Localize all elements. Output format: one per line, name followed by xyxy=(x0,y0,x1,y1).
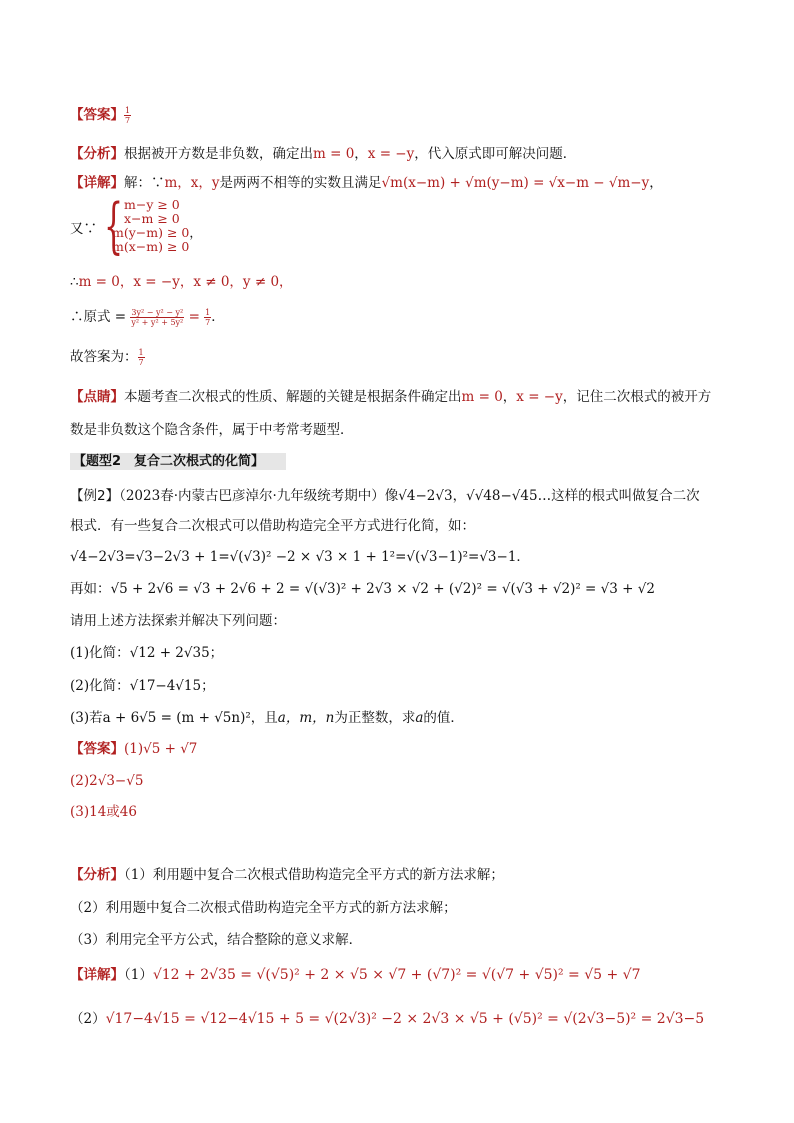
detail-2-line-2: （2）√17−4√15 = √12−4√15 + 5 = √(2√3)² −2 × 2√3 × √5 + (√5)² = √(2√3−5)² = 2√3−5 xyxy=(70,1011,705,1027)
analysis-2-line-3: （3）利用完全平方公式，结合整除的意义求解． xyxy=(70,932,363,948)
example-demo-1: √4−2√3=√3−2√3 + 1=√(√3)² −2 × √3 × 1 + 1²=√(√3−1)²=√3−1． xyxy=(70,549,530,565)
system-row: m−y ≥ 0 xyxy=(124,197,180,212)
detail-line-1: 【详解】解：∵m，x，y是两两不相等的实数且满足√m(x−m) + √m(y−m) = √x−m − √m−y， xyxy=(70,175,663,191)
comment-line-1: 【点睛】本题考查二次根式的性质、解题的关键是根据条件确定出m = 0，x = −y，记住二次根式的被开方 xyxy=(70,389,712,405)
system-row: m(y−m) ≥ 0， xyxy=(112,225,202,240)
answer-label: 【答案】 xyxy=(70,107,124,123)
analysis-2-line-2: （2）利用题中复合二次根式借助构造完全平方式的新方法求解； xyxy=(70,900,457,916)
original-fraction: $\frac{\text{3y² − y² − y²}}{\text{y² + y² + 5y²}}$ xyxy=(131,308,184,327)
example-label: 【例2】 xyxy=(70,488,120,504)
answer-2-label: 【答案】 xyxy=(70,741,124,757)
answer-2-line-3: (3)14或46 xyxy=(70,804,137,820)
example-prompt: 请用上述方法探索并解决下列问题： xyxy=(70,613,286,629)
answer-fraction: $\frac{1}{7}$ xyxy=(125,106,131,125)
example-line-1: 【例2】（2023春·内蒙古巴彦淖尔·九年级统考期中）像√4−2√3，√√48−√45…这样的根式叫做复合二次 xyxy=(70,488,700,504)
system-brace: { xyxy=(104,191,124,261)
result-fraction: $\frac{1}{7}$ xyxy=(205,308,211,327)
analysis-2-label: 【分析】 xyxy=(70,867,124,883)
system-row: x−m ≥ 0 xyxy=(124,211,180,226)
question-3: (3)若a + 6√5 = (m + √5n)²，且a，m，n为正整数，求a的值． xyxy=(70,710,464,726)
system-lead: 又∵ xyxy=(70,221,97,237)
analysis-label: 【分析】 xyxy=(70,146,124,162)
question-2: (2)化简：√17−4√15； xyxy=(70,678,215,694)
example-demo-2: 再如：√5 + 2√6 = √3 + 2√6 + 2 = √(√3)² + 2√3 × √2 + (√2)² = √(√3 + √2)² = √3 + √2 xyxy=(70,581,655,597)
answer-2-line-2: (2)2√3−√5 xyxy=(70,773,144,789)
answer-2-line-1: 【答案】(1)√5 + √7 xyxy=(70,741,198,757)
question-1: (1)化简：√12 + 2√35； xyxy=(70,645,224,661)
therefore-line: ∴m = 0，x = −y，x ≠ 0，y ≠ 0， xyxy=(70,274,293,290)
example-line-2: 根式．有一些复合二次根式可以借助构造完全平方式进行化简，如： xyxy=(70,518,475,534)
section-heading: 【题型2 复合二次根式的化简】 xyxy=(73,454,265,469)
final-answer-line: 故答案为： $\frac{1}{7}$ xyxy=(70,348,144,367)
analysis-line-1: 【分析】根据被开方数是非负数，确定出m = 0，x = −y，代入原式即可解决问题． xyxy=(70,146,577,162)
system-rows xyxy=(112,198,202,254)
final-fraction: $\frac{1}{7}$ xyxy=(138,348,144,367)
detail-label: 【详解】 xyxy=(70,175,124,191)
system-row: m(x−m) ≥ 0 xyxy=(112,239,190,254)
original-formula-line: ∴原式 = $\frac{\text{3y² − y² − y²}}{\text{y² + y² + 5y²}}$ = $\frac{1}{7}$ ． xyxy=(70,308,225,327)
comment-label: 【点睛】 xyxy=(70,389,124,405)
comment-line-2: 数是非负数这个隐含条件，属于中考常考题型． xyxy=(70,422,354,438)
detail-2-label: 【详解】 xyxy=(70,967,124,983)
analysis-2-line-1: 【分析】（1）利用题中复合二次根式借助构造完全平方式的新方法求解； xyxy=(70,867,504,883)
answer-line-1 xyxy=(70,106,131,125)
detail-2-line-1: 【详解】（1）√12 + 2√35 = √(√5)² + 2 × √5 × √7 + (√7)² = √(√7 + √5)² = √5 + √7 xyxy=(70,967,641,983)
